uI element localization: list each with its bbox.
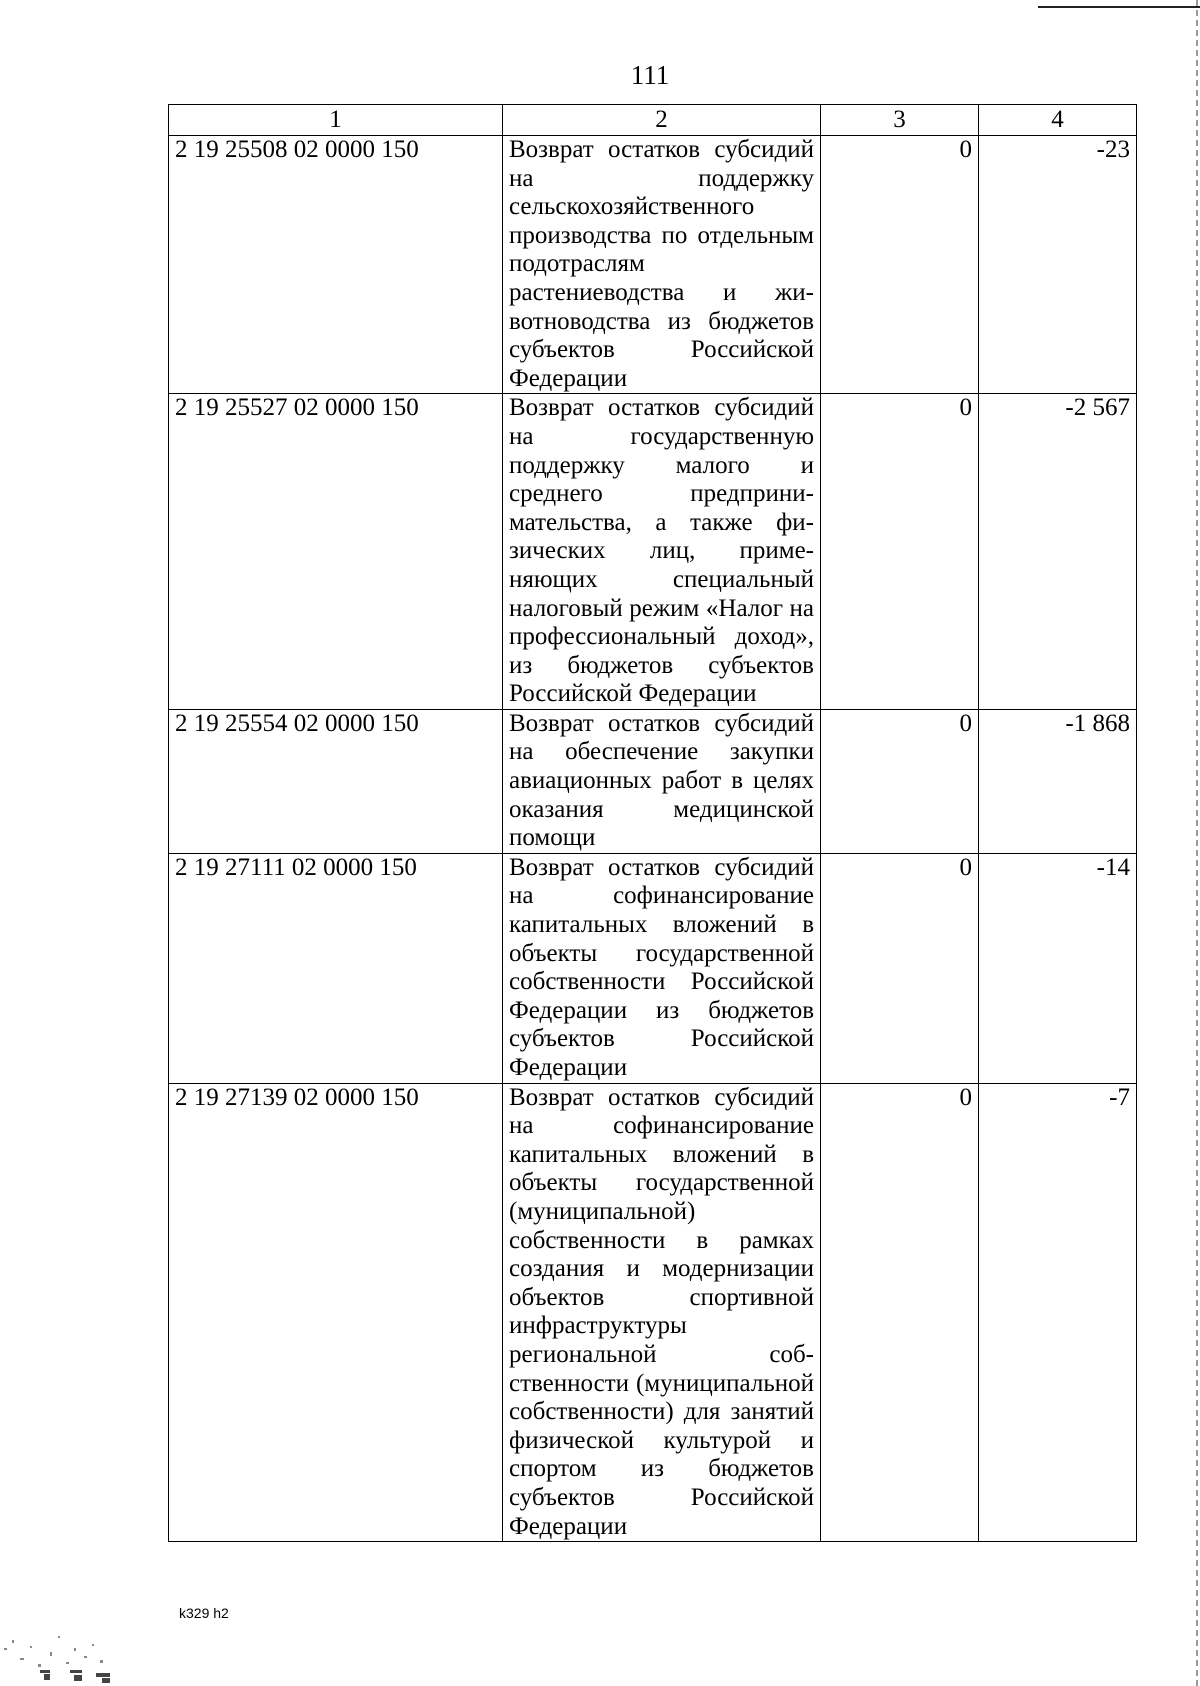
value-col-4: -23 bbox=[979, 136, 1137, 394]
table-row bbox=[169, 853, 1137, 1083]
value-col-3: 0 bbox=[821, 1083, 979, 1542]
budget-code: 2 19 27139 02 0000 150 bbox=[169, 1083, 503, 1542]
scan-edge-right bbox=[1196, 0, 1198, 1686]
budget-code: 2 19 25527 02 0000 150 bbox=[169, 394, 503, 710]
header-col-3: 3 bbox=[821, 105, 979, 136]
value-col-4: -14 bbox=[979, 853, 1137, 1083]
description: Возврат остатков субсидий на софинансирование капитальных вложений в объекты государственной (муниципальной) собственности в рамках создания и модернизации объектов спортивной инфраструктуры региональной собственности (муниципальной собственности) для занятий физической культурой и спортом из бюджетов субъектов Российской Федерации bbox=[503, 1083, 821, 1542]
value-col-3: 0 bbox=[821, 394, 979, 710]
page-number: 111 bbox=[630, 60, 670, 90]
description: Возврат остатков субсидий на поддержку сельскохозяйственного производства по отдельным подотраслям растениеводства и животноводства из бюджетов субъектов Российской Федерации bbox=[503, 136, 821, 394]
description: Возврат остатков субсидий на обеспечение закупки авиационных работ в целях оказания медицинской помощи bbox=[503, 709, 821, 853]
table-row bbox=[169, 1083, 1137, 1542]
scan-noise-artifact bbox=[0, 1618, 120, 1686]
table-row bbox=[169, 394, 1137, 710]
scan-edge-top bbox=[1038, 0, 1200, 8]
budget-table bbox=[168, 104, 1137, 1542]
header-row bbox=[169, 105, 1137, 136]
header-col-2: 2 bbox=[503, 105, 821, 136]
value-col-4: -7 bbox=[979, 1083, 1137, 1542]
table-row bbox=[169, 709, 1137, 853]
value-col-3: 0 bbox=[821, 136, 979, 394]
description: Возврат остатков субсидий на софинансирование капитальных вложений в объекты государственной собственности Российской Федерации из бюджетов субъектов Российской Федерации bbox=[503, 853, 821, 1083]
value-col-3: 0 bbox=[821, 853, 979, 1083]
description: Возврат остатков субсидий на государственную поддержку малого и среднего предпринимательства, а также физических лиц, применяющих специальный налоговый режим «Налог на профессиональный доход», из бюджетов субъектов Российской Федерации bbox=[503, 394, 821, 710]
value-col-4: -2 567 bbox=[979, 394, 1137, 710]
table-row bbox=[169, 136, 1137, 394]
budget-code: 2 19 25508 02 0000 150 bbox=[169, 136, 503, 394]
header-col-4: 4 bbox=[979, 105, 1137, 136]
header-col-1: 1 bbox=[169, 105, 503, 136]
value-col-3: 0 bbox=[821, 709, 979, 853]
value-col-4: -1 868 bbox=[979, 709, 1137, 853]
budget-code: 2 19 27111 02 0000 150 bbox=[169, 853, 503, 1083]
footer-document-code: k329 h2 bbox=[179, 1605, 229, 1621]
budget-code: 2 19 25554 02 0000 150 bbox=[169, 709, 503, 853]
